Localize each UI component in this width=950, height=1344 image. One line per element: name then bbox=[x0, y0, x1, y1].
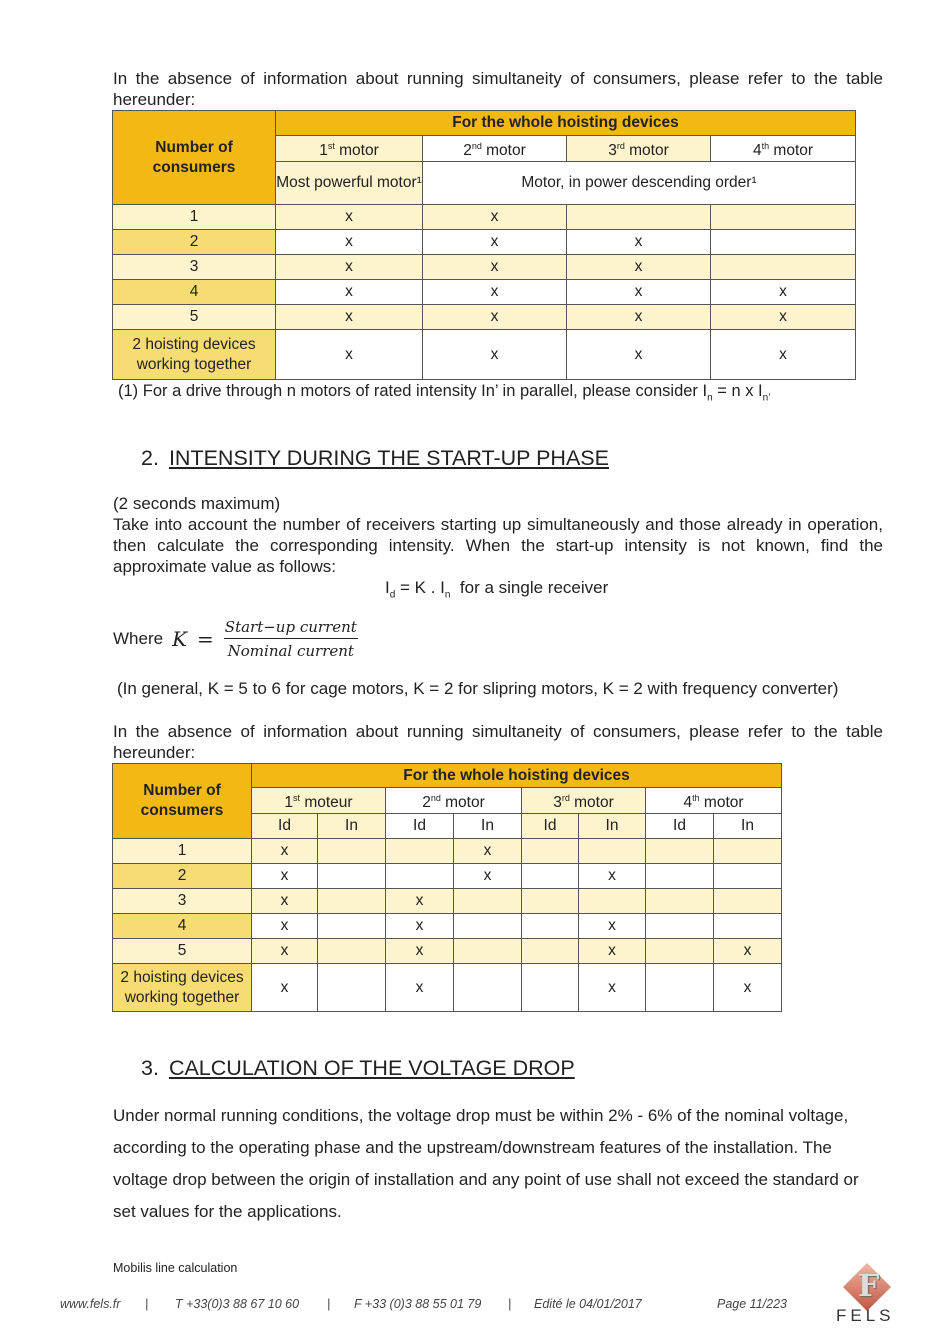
table-cell: x bbox=[386, 914, 454, 939]
motor-number: 4 bbox=[752, 142, 762, 160]
section-number: 2. bbox=[141, 446, 159, 470]
group-header: For the whole hoisting devices bbox=[252, 764, 782, 788]
row-label: 2 hoisting devices working together bbox=[113, 964, 252, 1012]
table-cell: x bbox=[252, 914, 318, 939]
table-cell bbox=[386, 839, 454, 864]
table-cell: x bbox=[714, 939, 782, 964]
table-cell: x bbox=[567, 230, 711, 255]
table-cell: x bbox=[711, 330, 856, 380]
table-cell bbox=[646, 889, 714, 914]
motor-header bbox=[646, 788, 782, 814]
table-row bbox=[113, 205, 856, 230]
formula-sub: d bbox=[389, 589, 396, 601]
table-row bbox=[113, 964, 782, 1012]
footer-website[interactable]: www.fels.fr bbox=[60, 1297, 121, 1311]
table-cell: x bbox=[711, 305, 856, 330]
footer-phone: T +33(0)3 88 67 10 60 bbox=[175, 1297, 300, 1311]
consumers-table-2 bbox=[112, 763, 782, 1012]
table-row bbox=[113, 280, 856, 305]
fraction-numerator: Start−up current bbox=[224, 618, 358, 639]
where-label: Where bbox=[113, 629, 164, 648]
motor-ordinal: st bbox=[293, 793, 301, 803]
table-cell: x bbox=[386, 964, 454, 1012]
motor-header bbox=[386, 788, 522, 814]
fraction bbox=[224, 618, 358, 660]
corner-header: Number of consumers bbox=[113, 111, 276, 205]
motor-number: 3 bbox=[608, 142, 617, 160]
section-number: 3. bbox=[141, 1056, 159, 1080]
footnote-sub: n’ bbox=[762, 392, 771, 404]
motor-ordinal: nd bbox=[430, 793, 441, 803]
section-title: CALCULATION OF THE VOLTAGE DROP bbox=[168, 1056, 575, 1080]
table-cell: x bbox=[567, 280, 711, 305]
table-cell bbox=[318, 914, 386, 939]
table-cell: x bbox=[276, 230, 423, 255]
s3-paragraph: Under normal running conditions, the voltage drop must be within 2% - 6% of the nominal voltage, according to the operating phase and the upstream/downstream features of the installation. The voltage drop between the origin of installation and any point of use shall not exceed the standard or set values for the applications. bbox=[113, 1106, 859, 1221]
motor-label: motor bbox=[699, 794, 744, 812]
most-powerful-cell: Most powerful motor¹ bbox=[276, 162, 423, 205]
table-row bbox=[113, 230, 856, 255]
footnote-text: = n x I bbox=[712, 382, 763, 400]
table-cell: x bbox=[276, 280, 423, 305]
table-row bbox=[113, 330, 856, 380]
motor-ordinal: th bbox=[692, 793, 700, 803]
table-cell: x bbox=[276, 305, 423, 330]
formula-k bbox=[113, 615, 358, 663]
table-cell: x bbox=[454, 839, 522, 864]
motor-header bbox=[252, 788, 386, 814]
table-footnote bbox=[118, 382, 770, 403]
table-cell bbox=[714, 914, 782, 939]
table-cell bbox=[522, 864, 579, 889]
motor-ordinal: th bbox=[761, 141, 770, 151]
intro-paragraph-2: In the absence of information about running simultaneity of consumers, please refer to the table hereunder: bbox=[113, 722, 883, 762]
motor-header bbox=[522, 788, 646, 814]
table-cell bbox=[522, 889, 579, 914]
row-label: 3 bbox=[113, 889, 252, 914]
sub-header: In bbox=[454, 814, 522, 839]
table-cell bbox=[522, 914, 579, 939]
k-general-values: (In general, K = 5 to 6 for cage motors, K = 2 for slipring motors, K = 2 with frequency converter) bbox=[117, 679, 839, 698]
row-label: 5 bbox=[113, 305, 276, 330]
table-cell bbox=[318, 939, 386, 964]
table-cell: x bbox=[579, 864, 646, 889]
formula-part: for a single receiver bbox=[450, 578, 609, 597]
table-cell bbox=[318, 889, 386, 914]
table-cell bbox=[711, 230, 856, 255]
sub-header: In bbox=[318, 814, 386, 839]
table-cell: x bbox=[252, 964, 318, 1012]
motor-header bbox=[276, 136, 423, 162]
table-cell: x bbox=[276, 255, 423, 280]
sub-header: In bbox=[714, 814, 782, 839]
table-cell bbox=[567, 205, 711, 230]
motor-number: 4 bbox=[683, 794, 693, 812]
row-label: 5 bbox=[113, 939, 252, 964]
s2-note: (2 seconds maximum) bbox=[113, 494, 281, 513]
motor-header bbox=[567, 136, 711, 162]
table-cell bbox=[646, 839, 714, 864]
table-cell: x bbox=[423, 205, 567, 230]
footer-sep: | bbox=[327, 1297, 331, 1311]
table-cell bbox=[454, 939, 522, 964]
table-cell: x bbox=[579, 939, 646, 964]
motor-label: moteur bbox=[300, 794, 353, 812]
table-cell bbox=[714, 839, 782, 864]
table-cell bbox=[318, 839, 386, 864]
table-row bbox=[113, 889, 782, 914]
footer-sep: | bbox=[508, 1297, 512, 1311]
header-row bbox=[113, 764, 782, 788]
motor-label: motor bbox=[569, 794, 614, 812]
table-cell: x bbox=[252, 864, 318, 889]
s2-paragraph: Take into account the number of receivers starting up simultaneously and those already in operation, then calculate the corresponding intensity. When the start-up intensity is not known, find the approximate value as follows: bbox=[113, 515, 883, 576]
logo-f-icon: F bbox=[858, 1269, 880, 1304]
table-row bbox=[113, 864, 782, 889]
logo-text: FELS bbox=[836, 1306, 895, 1325]
table-cell bbox=[714, 889, 782, 914]
table-cell bbox=[646, 964, 714, 1012]
footer-sep: | bbox=[145, 1297, 149, 1311]
table-cell bbox=[714, 864, 782, 889]
table-cell bbox=[522, 939, 579, 964]
fels-logo bbox=[832, 1266, 907, 1332]
row-label: 2 bbox=[113, 230, 276, 255]
table-cell bbox=[711, 255, 856, 280]
table-cell: x bbox=[423, 230, 567, 255]
sub-header: Id bbox=[386, 814, 454, 839]
table-cell: x bbox=[386, 889, 454, 914]
table-cell bbox=[711, 205, 856, 230]
motor-label: motor bbox=[624, 142, 669, 160]
row-label: 3 bbox=[113, 255, 276, 280]
table-cell: x bbox=[252, 889, 318, 914]
table-cell: x bbox=[252, 839, 318, 864]
table-cell: x bbox=[386, 939, 454, 964]
table-cell bbox=[522, 964, 579, 1012]
formula-part: = K . I bbox=[395, 578, 445, 597]
table-cell: x bbox=[423, 305, 567, 330]
table-cell: x bbox=[567, 305, 711, 330]
motor-number: 1 bbox=[319, 142, 328, 160]
motor-label: motor bbox=[769, 142, 814, 160]
motor-label: motor bbox=[440, 794, 485, 812]
table-cell: x bbox=[423, 280, 567, 305]
table-cell bbox=[646, 864, 714, 889]
table-cell bbox=[454, 889, 522, 914]
table-cell: x bbox=[252, 939, 318, 964]
formula-id bbox=[385, 578, 608, 600]
table-row bbox=[113, 939, 782, 964]
motor-number: 3 bbox=[553, 794, 562, 812]
table-cell: x bbox=[579, 964, 646, 1012]
motor-header bbox=[423, 136, 567, 162]
footer-page-number: Page 11/223 bbox=[717, 1297, 787, 1311]
footer-edited-date: Edité le 04/01/2017 bbox=[534, 1297, 642, 1311]
table-cell: x bbox=[711, 280, 856, 305]
descending-order-cell: Motor, in power descending order¹ bbox=[423, 162, 856, 205]
equals-sign: = bbox=[197, 627, 214, 651]
sub-header: Id bbox=[646, 814, 714, 839]
motor-label: motor bbox=[334, 142, 379, 160]
formula-part: I bbox=[385, 578, 390, 597]
motor-ordinal: st bbox=[327, 141, 335, 151]
table-cell: x bbox=[567, 330, 711, 380]
table-cell bbox=[646, 914, 714, 939]
corner-header: Number of consumers bbox=[113, 764, 252, 839]
table-cell: x bbox=[276, 205, 423, 230]
section-title: INTENSITY DURING THE START-UP PHASE bbox=[168, 446, 609, 470]
sub-header: Id bbox=[252, 814, 318, 839]
table-row bbox=[113, 255, 856, 280]
footnote-sub: n bbox=[707, 392, 713, 404]
section-2-heading bbox=[141, 446, 609, 471]
row-label: 2 bbox=[113, 864, 252, 889]
consumers-table-1 bbox=[112, 110, 856, 380]
row-label: 4 bbox=[113, 280, 276, 305]
k-symbol: K bbox=[172, 627, 188, 651]
table-cell: x bbox=[567, 255, 711, 280]
motor-number: 1 bbox=[284, 794, 294, 812]
motor-number: 2 bbox=[463, 142, 472, 160]
footer-fax: F +33 (0)3 88 55 01 79 bbox=[354, 1297, 482, 1311]
table-cell: x bbox=[579, 914, 646, 939]
table-row bbox=[113, 839, 782, 864]
table-cell bbox=[579, 889, 646, 914]
section-3-heading bbox=[141, 1056, 575, 1081]
motor-label: motor bbox=[481, 142, 526, 160]
footnote-text: (1) For a drive through n motors of rated intensity In’ in parallel, please consider I bbox=[118, 382, 708, 400]
motor-number: 2 bbox=[422, 794, 431, 812]
sub-header: Id bbox=[522, 814, 579, 839]
row-label: 1 bbox=[113, 205, 276, 230]
sub-header: In bbox=[579, 814, 646, 839]
fraction-denominator: Nominal current bbox=[227, 642, 354, 660]
group-header: For the whole hoisting devices bbox=[276, 111, 856, 136]
motor-ordinal: rd bbox=[561, 793, 570, 803]
row-label: 2 hoisting devices working together bbox=[113, 330, 276, 380]
motor-header bbox=[711, 136, 856, 162]
motor-ordinal: nd bbox=[471, 141, 482, 151]
row-label: 4 bbox=[113, 914, 252, 939]
row-label: 1 bbox=[113, 839, 252, 864]
intro-paragraph-1: In the absence of information about running simultaneity of consumers, please refer to the table hereunder: bbox=[113, 69, 883, 109]
formula-sub: n bbox=[444, 589, 451, 601]
document-name: Mobilis line calculation bbox=[113, 1261, 238, 1275]
table-cell bbox=[318, 864, 386, 889]
table-cell bbox=[318, 964, 386, 1012]
table-cell bbox=[454, 964, 522, 1012]
table-cell: x bbox=[423, 255, 567, 280]
table-row bbox=[113, 914, 782, 939]
table-cell bbox=[646, 939, 714, 964]
table-cell: x bbox=[276, 330, 423, 380]
table-cell bbox=[579, 839, 646, 864]
motor-ordinal: rd bbox=[616, 141, 625, 151]
table-cell bbox=[386, 864, 454, 889]
table-cell: x bbox=[423, 330, 567, 380]
table-cell bbox=[522, 839, 579, 864]
table-cell bbox=[454, 914, 522, 939]
table-cell: x bbox=[714, 964, 782, 1012]
table-row bbox=[113, 305, 856, 330]
header-row bbox=[113, 111, 856, 136]
table-cell: x bbox=[454, 864, 522, 889]
